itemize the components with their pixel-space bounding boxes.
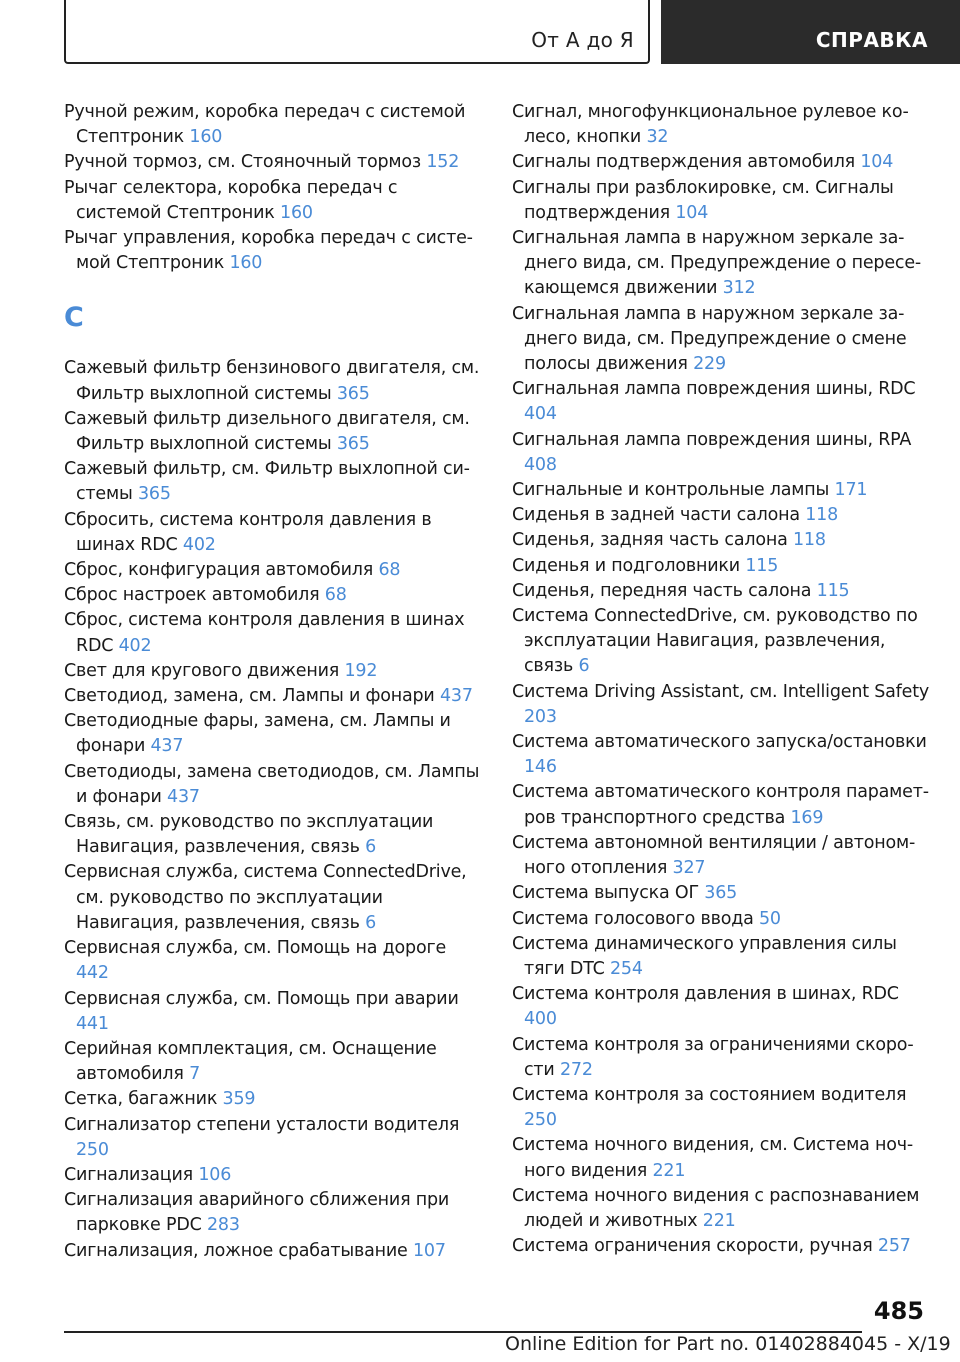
index-entry-text: Ручной режим, коробка передач с системой Стептроник: [64, 102, 466, 148]
index-group-s: [64, 356, 484, 1263]
index-entry: [64, 583, 484, 608]
page-reference-link[interactable]: 68: [324, 585, 347, 606]
index-entry: [64, 608, 484, 658]
index-entry-text: Сажевый фильтр бензинового двигателя, см. Фильтр выхлопной системы: [64, 358, 480, 404]
index-entry-text: Система автоматического запуска/остановки: [512, 732, 927, 753]
page-reference-link[interactable]: 365: [137, 484, 171, 505]
index-entry-text: Сигнальная лампа повреждения шины, RDC: [512, 379, 916, 400]
header-chapter-tab: [661, 0, 960, 64]
index-entry-text: Сигналы при разблокировке, см. Сигналы подтверждения: [512, 177, 894, 223]
index-entry: [64, 810, 484, 860]
page-reference-link[interactable]: 327: [672, 858, 706, 879]
index-entry: [64, 987, 484, 1037]
index-entry-text: Сигнализатор степени усталости водителя: [64, 1114, 460, 1135]
index-entry: [512, 1184, 932, 1234]
page-reference-link[interactable]: 203: [524, 706, 557, 727]
index-entry: [64, 457, 484, 507]
page-reference-link[interactable]: 50: [759, 908, 781, 929]
page-reference-link[interactable]: 221: [652, 1160, 686, 1181]
page-reference-link[interactable]: 312: [722, 278, 756, 299]
index-entry-text: Сброс настроек автомобиля: [64, 585, 325, 606]
index-entry: [512, 150, 932, 175]
index-group-s-continued: [512, 100, 932, 1259]
index-entry-text: Система динамического управления силы тяги DTC: [512, 933, 897, 979]
page-reference-link[interactable]: 365: [336, 383, 370, 404]
chapter-title: СПРАВКА: [815, 28, 928, 52]
index-entry-text: Система ConnectedDrive, см. руководство по эксплуатации Навигация, развлечения, связь: [512, 606, 918, 677]
page-reference-link[interactable]: 365: [336, 434, 370, 455]
index-entry-text: Сигнал, многофункциональное рулевое колесо, кнопки: [512, 102, 909, 148]
page-reference-link[interactable]: 160: [189, 127, 223, 148]
index-entry-text: Система автоматического контроля параметров транспортного средства: [512, 782, 930, 828]
page-reference-link[interactable]: 171: [834, 480, 868, 501]
index-entry: [64, 226, 484, 276]
index-entry: [512, 982, 932, 1032]
index-entry: [512, 881, 932, 906]
index-entry-text: Сигнальные и контрольные лампы: [512, 480, 835, 501]
index-entry-text: Сигнализация: [64, 1164, 199, 1185]
page-reference-link[interactable]: 402: [118, 635, 152, 656]
page-reference-link[interactable]: 272: [559, 1059, 593, 1080]
index-entry-text: Серийная комплектация, см. Оснащение автомобиля: [64, 1038, 437, 1085]
index-entry-text: Светодиод, замена, см. Лампы и фонари: [64, 686, 440, 707]
index-entry-text: Сетка, багажник: [64, 1089, 223, 1110]
index-entry-text: Сбросить, система контроля давления в шинах RDC: [64, 509, 432, 555]
index-entry-text: Система голосового ввода: [512, 908, 759, 929]
index-entry-text: Сервисная служба, см. Помощь при аварии: [64, 988, 459, 1009]
page-reference-link[interactable]: 160: [280, 202, 313, 223]
page-reference-link[interactable]: 160: [229, 253, 263, 274]
page-reference-link[interactable]: 32: [646, 127, 669, 148]
index-entry-text: Система контроля давления в шинах, RDC: [512, 984, 899, 1005]
index-entry-text: Сиденья, задняя часть салона: [512, 530, 793, 551]
index-entry-text: Сигнализация аварийного сближения при парковке PDC: [64, 1190, 450, 1236]
index-entry-text: Сиденья в задней части салона: [512, 505, 806, 526]
index-entry-text: Система ночного видения с распознаванием людей и животных: [512, 1185, 920, 1231]
page-reference-link[interactable]: 6: [365, 912, 376, 933]
page-reference-link[interactable]: 404: [524, 404, 557, 425]
page-reference-link[interactable]: 437: [150, 736, 184, 757]
index-entry: [512, 428, 932, 478]
index-entry-text: Сажевый фильтр, см. Фильтр выхлопной системы: [64, 459, 470, 505]
page-reference-link[interactable]: 229: [693, 354, 726, 375]
index-entry: [512, 907, 932, 932]
index-entry-text: Сигнализация, ложное срабатывание: [64, 1240, 413, 1261]
page-reference-link[interactable]: 7: [189, 1064, 201, 1085]
index-entry-text: Связь, см. руководство по эксплуатации Навигация, развлечения, связь: [64, 812, 434, 858]
index-entry-text: Система ограничения скорости, ручная: [512, 1236, 878, 1257]
index-entry: [64, 558, 484, 583]
index-entry-text: Система выпуска ОГ: [512, 883, 705, 904]
index-entry: [512, 478, 932, 503]
index-entry-text: Сервисная служба, система ConnectedDrive, см. руководство по эксплуатации Навигация, развлечения, связь: [64, 862, 467, 933]
index-entry: [512, 1234, 932, 1259]
page-reference-link[interactable]: 250: [76, 1139, 109, 1160]
page-reference-link[interactable]: 359: [222, 1089, 256, 1110]
index-entry: [512, 302, 932, 378]
page-reference-link[interactable]: 106: [198, 1164, 232, 1185]
page-reference-link[interactable]: 408: [524, 454, 557, 475]
index-entry: [64, 860, 484, 936]
index-letter-heading: С: [64, 302, 84, 334]
index-entry: [64, 176, 484, 226]
index-entry-text: Сброс, конфигурация автомобиля: [64, 560, 379, 581]
index-entry-text: Сигнальная лампа в наружном зеркале заднего вида, см. Предупреждение о смене полосы движения: [512, 303, 907, 375]
index-entry-text: Сброс, система контроля давления в шинах RDC: [64, 610, 465, 656]
page-reference-link[interactable]: 437: [439, 686, 473, 707]
page-reference-link[interactable]: 437: [167, 786, 200, 807]
index-entry-text: Сервисная служба, см. Помощь на дороге: [64, 938, 447, 959]
page-reference-link[interactable]: 6: [365, 837, 376, 858]
index-entry: [512, 226, 932, 302]
page-reference-link[interactable]: 6: [578, 656, 590, 677]
index-entry: [64, 1239, 484, 1264]
page-reference-link[interactable]: 441: [76, 1013, 109, 1034]
section-title: От А до Я: [531, 28, 634, 52]
index-column-left: [64, 100, 484, 1264]
index-entry: [512, 680, 932, 730]
page-reference-link[interactable]: 104: [675, 202, 709, 223]
index-entry-text: Светодиоды, замена светодиодов, см. Лампы и фонари: [64, 761, 480, 807]
index-entry: [512, 1133, 932, 1183]
index-entry: [512, 1083, 932, 1133]
page-reference-link[interactable]: 254: [609, 958, 643, 979]
index-entry: [64, 150, 484, 175]
index-entry-text: Система контроля за состоянием водителя: [512, 1084, 907, 1105]
index-entry: [512, 780, 932, 830]
page-reference-link[interactable]: 250: [524, 1110, 557, 1131]
page-reference-link[interactable]: 221: [702, 1210, 736, 1231]
index-entry: [64, 407, 484, 457]
page-reference-link[interactable]: 68: [378, 560, 401, 581]
page-reference-link[interactable]: 146: [524, 757, 557, 778]
page-reference-link[interactable]: 283: [206, 1215, 240, 1236]
index-entry: [64, 709, 484, 759]
index-entry: [64, 1113, 484, 1163]
index-entry-text: Система автономной вентиляции / автономного отопления: [512, 832, 916, 879]
index-entry: [512, 932, 932, 982]
index-entry-text: Система Driving Assistant, см. Intelligent Safety: [512, 681, 930, 702]
index-column-right: [512, 100, 932, 1259]
index-entry: [64, 1163, 484, 1188]
index-entry: [512, 377, 932, 427]
index-entry: [512, 579, 932, 604]
index-entry: [64, 1037, 484, 1087]
page-reference-link[interactable]: 257: [877, 1236, 911, 1257]
index-entry-text: Рычаг управления, коробка передач с системой Стептроник: [64, 228, 473, 274]
index-entry: [64, 1188, 484, 1238]
index-entry: [64, 508, 484, 558]
index-entry-text: Сажевый фильтр дизельного двигателя, см. Фильтр выхлопной системы: [64, 408, 470, 455]
page-reference-link[interactable]: 104: [860, 152, 894, 173]
index-entry: [64, 100, 484, 150]
page-reference-link[interactable]: 118: [805, 505, 839, 526]
index-entry-text: Ручной тормоз, см. Стояночный тормоз: [64, 152, 427, 173]
page-reference-link[interactable]: 115: [816, 580, 850, 601]
index-entry-text: Сиденья, передняя часть салона: [512, 580, 817, 601]
index-entry-text: Светодиодные фары, замена, см. Лампы и фонари: [64, 711, 451, 757]
index-entry-text: Сигнальная лампа в наружном зеркале заднего вида, см. Предупреждение о пересекающемся движении: [512, 228, 922, 299]
index-entry: [64, 936, 484, 986]
page-reference-link[interactable]: 442: [76, 963, 109, 984]
page-reference-link[interactable]: 365: [704, 883, 738, 904]
header-section-tab: [64, 0, 650, 64]
page-number: 485: [873, 1297, 924, 1325]
page-reference-link[interactable]: 115: [745, 555, 779, 576]
index-entry-text: Свет для кругового движения: [64, 660, 345, 681]
index-entry: [512, 730, 932, 780]
page-reference-link[interactable]: 400: [524, 1009, 557, 1030]
index-entry: [512, 604, 932, 680]
index-entry: [512, 100, 932, 150]
index-entry: [64, 659, 484, 684]
footer-edition: Online Edition for Part no. 01402884045 - X/19: [505, 1333, 951, 1355]
index-entry: [512, 831, 932, 881]
page-reference-link[interactable]: 192: [344, 660, 378, 681]
page-reference-link[interactable]: 152: [426, 152, 460, 173]
index-entry: [64, 760, 484, 810]
index-entry: [512, 503, 932, 528]
index-group-r: [64, 100, 484, 276]
index-entry: [512, 1033, 932, 1083]
index-entry-text: Система контроля за ограничениями скорости: [512, 1034, 914, 1080]
index-entry: [64, 1087, 484, 1112]
index-entry-text: Сиденья и подголовники: [512, 555, 746, 576]
index-entry: [64, 684, 484, 709]
page-reference-link[interactable]: 402: [182, 534, 216, 555]
index-entry-text: Сигналы подтверждения автомобиля: [512, 152, 861, 173]
index-entry: [512, 528, 932, 553]
index-entry: [512, 554, 932, 579]
index-entry-text: Система ночного видения, см. Система ночного видения: [512, 1135, 914, 1181]
index-entry-text: Сигнальная лампа повреждения шины, RPA: [512, 429, 912, 450]
page-reference-link[interactable]: 107: [412, 1240, 446, 1261]
page-reference-link[interactable]: 118: [792, 530, 826, 551]
index-entry-text: Рычаг селектора, коробка передач с системой Стептроник: [64, 177, 398, 223]
page-reference-link[interactable]: 169: [790, 807, 824, 828]
index-entry: [64, 356, 484, 406]
index-entry: [512, 176, 932, 226]
